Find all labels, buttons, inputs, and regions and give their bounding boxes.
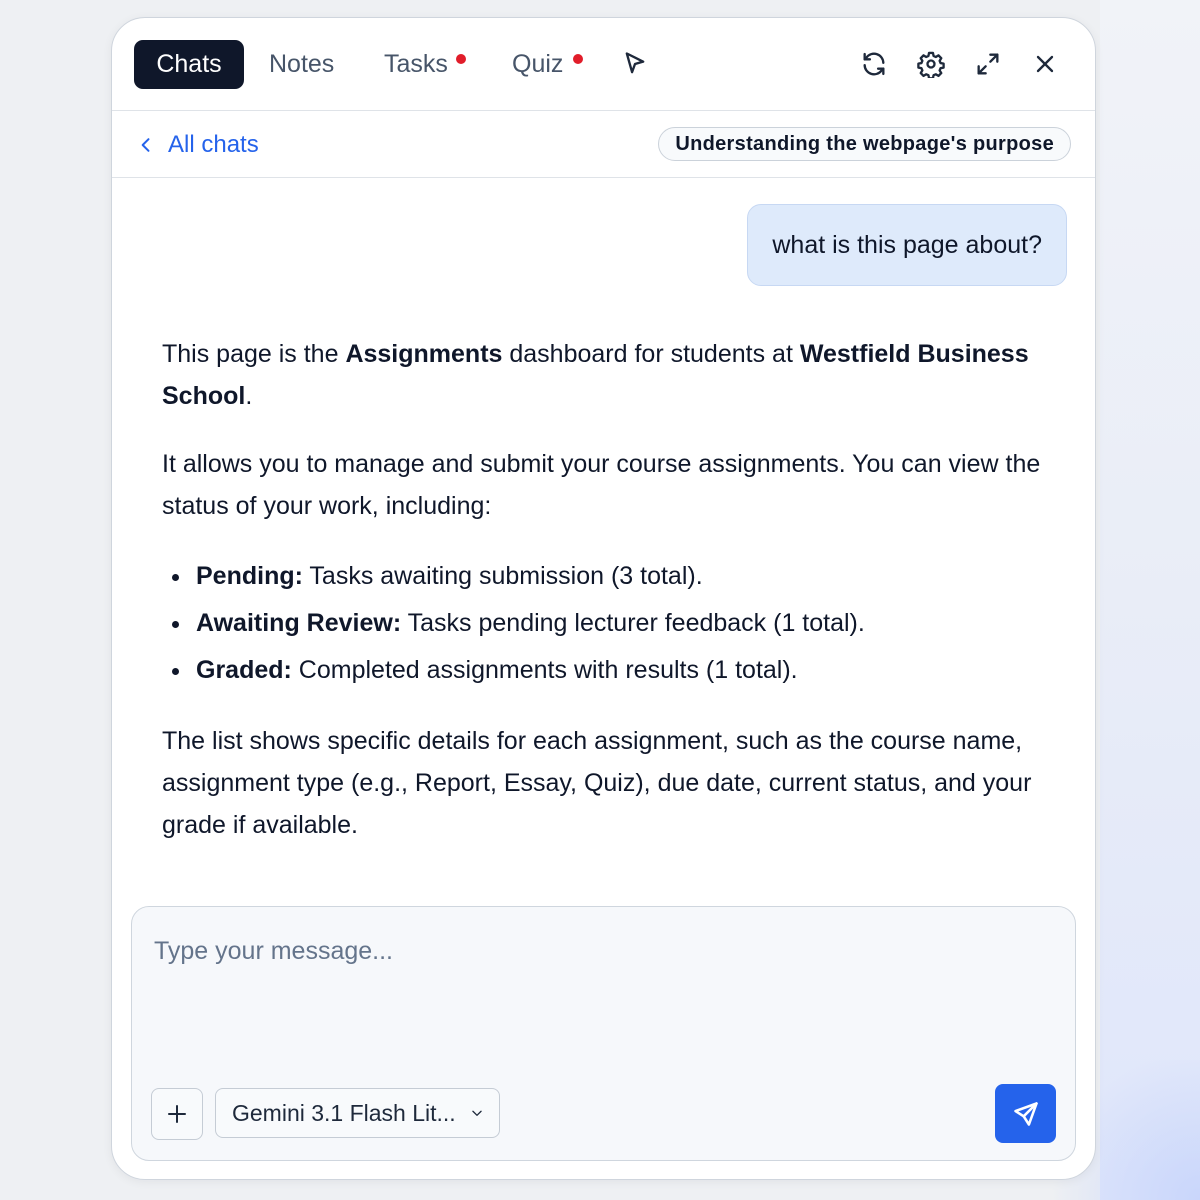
assistant-message: [162, 333, 1042, 872]
list-item-label: Awaiting Review:: [196, 609, 402, 637]
assistant-paragraph-details: The list shows specific details for each assignment, such as the course name, assignment type (e.g., Report, Essay, Quiz), due date, current status, and your grade if available.: [162, 727, 1032, 839]
pointer-icon[interactable]: [618, 46, 652, 82]
quiz-notification-dot: [573, 54, 583, 64]
message-composer: [131, 906, 1076, 1161]
list-item-text: Tasks awaiting submission (3 total).: [302, 562, 703, 590]
send-icon: [1012, 1100, 1040, 1128]
model-select[interactable]: [215, 1088, 500, 1138]
close-icon[interactable]: [1028, 46, 1062, 82]
refresh-icon[interactable]: [857, 46, 891, 82]
add-attachment-button[interactable]: [151, 1088, 203, 1140]
chat-subheader: [112, 111, 1095, 178]
top-bar: [112, 18, 1095, 111]
send-button[interactable]: [995, 1084, 1056, 1143]
chevron-down-icon: [470, 1106, 484, 1120]
user-message: what is this page about?: [747, 204, 1067, 286]
chat-panel: [111, 17, 1096, 1180]
chevron-left-icon: [136, 135, 156, 155]
background-glow: [1100, 0, 1200, 1200]
assistant-paragraph-status: It allows you to manage and submit your course assignments. You can view the status of your work, including:: [162, 450, 1041, 520]
status-list: [162, 553, 1042, 694]
list-item-label: Graded:: [196, 656, 292, 684]
list-item: [162, 553, 1042, 600]
intro-text: This page is the: [162, 340, 346, 368]
tab-notes[interactable]: Notes: [269, 50, 335, 78]
model-select-value: Gemini 3.1 Flash Lit...: [232, 1099, 456, 1126]
list-item: [162, 600, 1042, 647]
all-chats-link[interactable]: [136, 130, 259, 160]
message-input[interactable]: [154, 937, 1034, 1067]
intro-bold-school: Westfield Business School: [162, 340, 1029, 410]
tab-chats[interactable]: Chats: [134, 40, 244, 89]
chat-title-badge: Understanding the webpage's purpose: [658, 127, 1071, 161]
list-item-text: Completed assignments with results (1 total).: [291, 656, 798, 684]
list-item-label: Pending:: [196, 562, 303, 590]
all-chats-label: All chats: [168, 131, 259, 158]
plus-icon: [165, 1102, 189, 1126]
list-item: [162, 647, 1042, 694]
list-item-text: Tasks pending lecturer feedback (1 total).: [401, 609, 865, 637]
tab-tasks[interactable]: Tasks: [384, 50, 448, 78]
tab-quiz[interactable]: Quiz: [512, 50, 564, 78]
assistant-paragraph-intro: [162, 333, 1042, 417]
expand-icon[interactable]: [971, 46, 1005, 82]
intro-text: .: [245, 382, 253, 410]
intro-text: dashboard for students at: [502, 340, 800, 368]
gear-icon[interactable]: [914, 46, 948, 82]
intro-bold-assignments: Assignments: [345, 340, 503, 368]
tasks-notification-dot: [456, 54, 466, 64]
